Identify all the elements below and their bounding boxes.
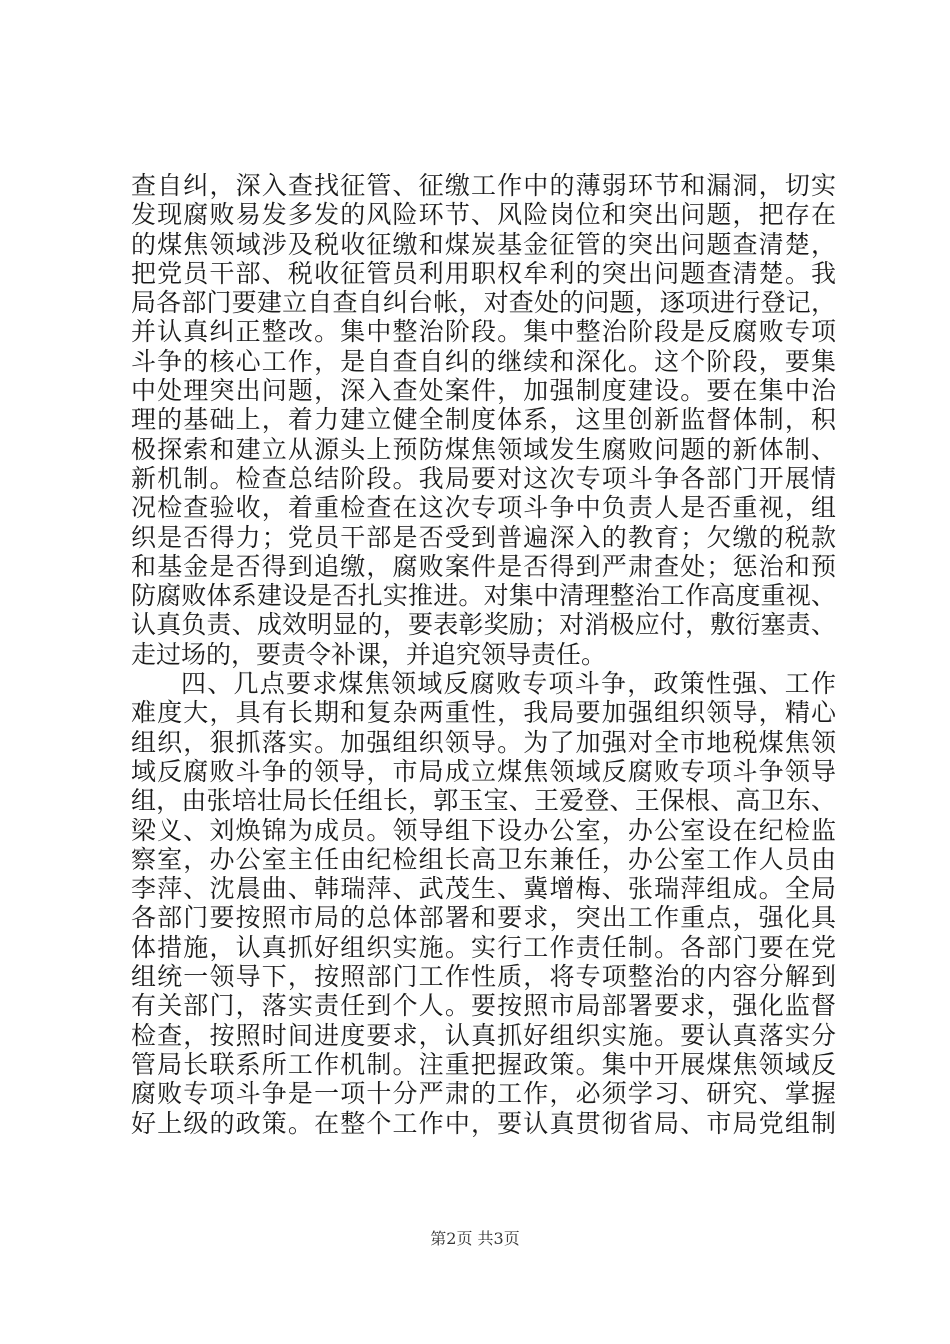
text-line: 李萍、沈晨曲、韩瑞萍、武茂生、冀增梅、张瑞萍组成。全局 [131,874,836,904]
text-line: 域反腐败斗争的领导，市局成立煤焦领域反腐败专项斗争领导 [131,756,836,786]
text-line: 管局长联系所工作机制。注重把握政策。集中开展煤焦领域反 [131,1049,836,1079]
text-line: 新机制。检查总结阶段。我局要对这次专项斗争各部门开展情 [131,463,836,493]
text-line: 认真负责、成效明显的，要表彰奖励；对消极应付，敷衍塞责、 [131,610,836,640]
text-line: 查自纠，深入查找征管、征缴工作中的薄弱环节和漏洞，切实 [131,171,836,200]
text-line: 中处理突出问题，深入查处案件，加强制度建设。要在集中治 [131,376,836,406]
text-line: 发现腐败易发多发的风险环节、风险岗位和突出问题，把存在 [131,200,836,230]
text-line: 斗争的核心工作，是自查自纠的继续和深化。这个阶段，要集 [131,346,836,376]
text-line: 有关部门，落实责任到个人。要按照市局部署要求，强化监督 [131,991,836,1021]
text-line: 组织，狠抓落实。加强组织领导。为了加强对全市地税煤焦领 [131,727,836,757]
text-line: 察室，办公室主任由纪检组长高卫东兼任，办公室工作人员由 [131,844,836,874]
text-line: 好上级的政策。在整个工作中，要认真贯彻省局、市局党组制 [131,1108,836,1138]
paragraph-start-line: 四、几点要求煤焦领域反腐败专项斗争，政策性强、工作 [181,669,836,699]
page-number-footer: 第2页 共3页 [430,1229,520,1248]
text-line: 理的基础上，着力建立健全制度体系，这里创新监督体制，积 [131,405,836,435]
text-line: 检查，按照时间进度要求，认真抓好组织实施。要认真落实分 [131,1020,836,1050]
paragraph-end-line: 走过场的，要责令补课，并追究领导责任。 [131,639,607,669]
text-line: 难度大，具有长期和复杂两重性，我局要加强组织领导，精心 [131,698,836,728]
text-line: 把党员干部、税收征管员利用职权牟利的突出问题查清楚。我 [131,258,836,288]
text-line: 防腐败体系建设是否扎实推进。对集中清理整治工作高度重视、 [131,581,836,611]
text-line: 况检查验收，着重检查在这次专项斗争中负责人是否重视，组 [131,493,836,523]
text-line: 组统一领导下，按照部门工作性质，将专项整治的内容分解到 [131,962,836,992]
text-line: 组，由张培壮局长任组长，郭玉宝、王爱登、王保根、高卫东、 [131,786,836,816]
body-text [131,171,836,1138]
text-line: 腐败专项斗争是一项十分严肃的工作，必须学习、研究、掌握 [131,1079,836,1109]
text-line: 极探索和建立从源头上预防煤焦领域发生腐败问题的新体制、 [131,434,836,464]
text-line: 体措施，认真抓好组织实施。实行工作责任制。各部门要在党 [131,932,836,962]
text-line: 并认真纠正整改。集中整治阶段。集中整治阶段是反腐败专项 [131,317,836,347]
text-line: 局各部门要建立自查自纠台帐，对查处的问题，逐项进行登记， [131,288,836,318]
text-line: 的煤焦领域涉及税收征缴和煤炭基金征管的突出问题查清楚， [131,229,836,259]
text-line: 织是否得力；党员干部是否受到普遍深入的教育；欠缴的税款 [131,522,836,552]
text-line: 各部门要按照市局的总体部署和要求，突出工作重点，强化具 [131,903,836,933]
text-line: 梁义、刘焕锦为成员。领导组下设办公室，办公室设在纪检监 [131,815,836,845]
text-line: 和基金是否得到追缴，腐败案件是否得到严肃查处；惩治和预 [131,551,836,581]
